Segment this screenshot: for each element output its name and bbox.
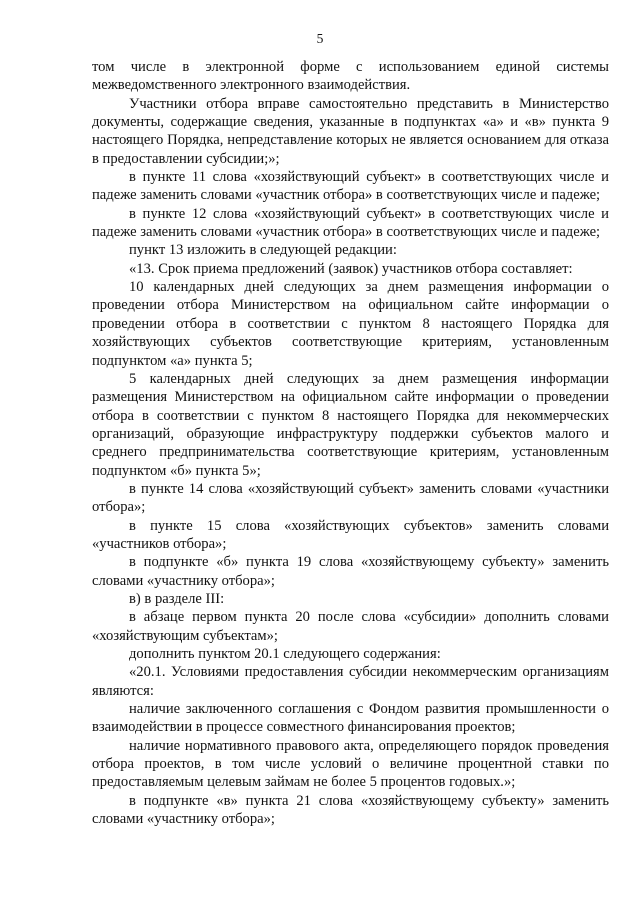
paragraph: 5 календарных дней следующих за днем размещения информации размещения Министерством на официальном сайте информации о проведении отбора в соответствии с пунктом 8 настоящего Порядка для некоммерческих организаций, образующие инфраструктуру поддержки субъектов малого и среднего предпринимательства соответствующие критериям, установленным подпунктом «б» пункта 5»; [92,370,609,479]
paragraph: в подпункте «б» пункта 19 слова «хозяйствующему субъекту» заменить словами «участнику отбора»; [92,554,609,589]
paragraph: Участники отбора вправе самостоятельно представить в Министерство документы, содержащие сведения, указанные в подпунктах «а» и «в» пункта 9 настоящего Порядка, непредставление которых не является основанием для отказа в предоставлении субсидии;»; [92,95,609,167]
paragraph: «13. Срок приема предложений (заявок) участников отбора составляет: [129,260,573,277]
paragraph: «20.1. Условиями предоставления субсидии некоммерческим организациям являются: [92,664,609,699]
paragraph: наличие нормативного правового акта, определяющего порядок проведения отбора проектов, в том числе условий о величине процентной ставки по предоставляемым целевым займам не более 5 процентов годовых.»; [92,737,609,791]
paragraph: в абзаце первом пункта 20 после слова «субсидии» дополнить словами «хозяйствующим субъектам»; [92,609,609,644]
paragraph: в пункте 14 слова «хозяйствующий субъект» заменить словами «участники отбора»; [92,480,609,516]
paragraph: пункт 13 изложить в следующей редакции: [129,242,397,259]
paragraph: в) в разделе III: [129,590,225,607]
paragraph: в пункте 15 слова «хозяйствующих субъектов» заменить словами «участников отбора»; [92,517,609,552]
paragraph: в пункте 12 слова «хозяйствующий субъект» в соответствующих числе и падеже заменить словами «участник отбора» в соответствующих числе и падеже; [92,205,609,241]
paragraph: том числе в электронной форме с использованием единой системы межведомственного электронного взаимодействия. [92,59,609,94]
page-number: 5 [316,31,324,46]
paragraph: наличие заключенного соглашения с Фондом развития промышленности о взаимодействии в процессе совместного финансирования проектов; [92,701,609,736]
paragraph: дополнить пунктом 20.1 следующего содержания: [129,646,441,662]
document-body [92,58,609,828]
paragraph: в подпункте «в» пункта 21 слова «хозяйствующему субъекту» заменить словами «участнику отбора»; [92,792,609,828]
paragraph: 10 календарных дней следующих за днем размещения информации о проведении отбора Министерством на официальном сайте информации о проведении отбора в соответствии с пунктом 8 настоящего Порядка для хозяйствующих субъектов соответствующие критериям, установленным подпунктом «а» пункта 5; [92,279,609,369]
paragraph: в пункте 11 слова «хозяйствующий субъект» в соответствующих числе и падеже заменить словами «участник отбора» в соответствующих числе и падеже; [92,169,609,204]
